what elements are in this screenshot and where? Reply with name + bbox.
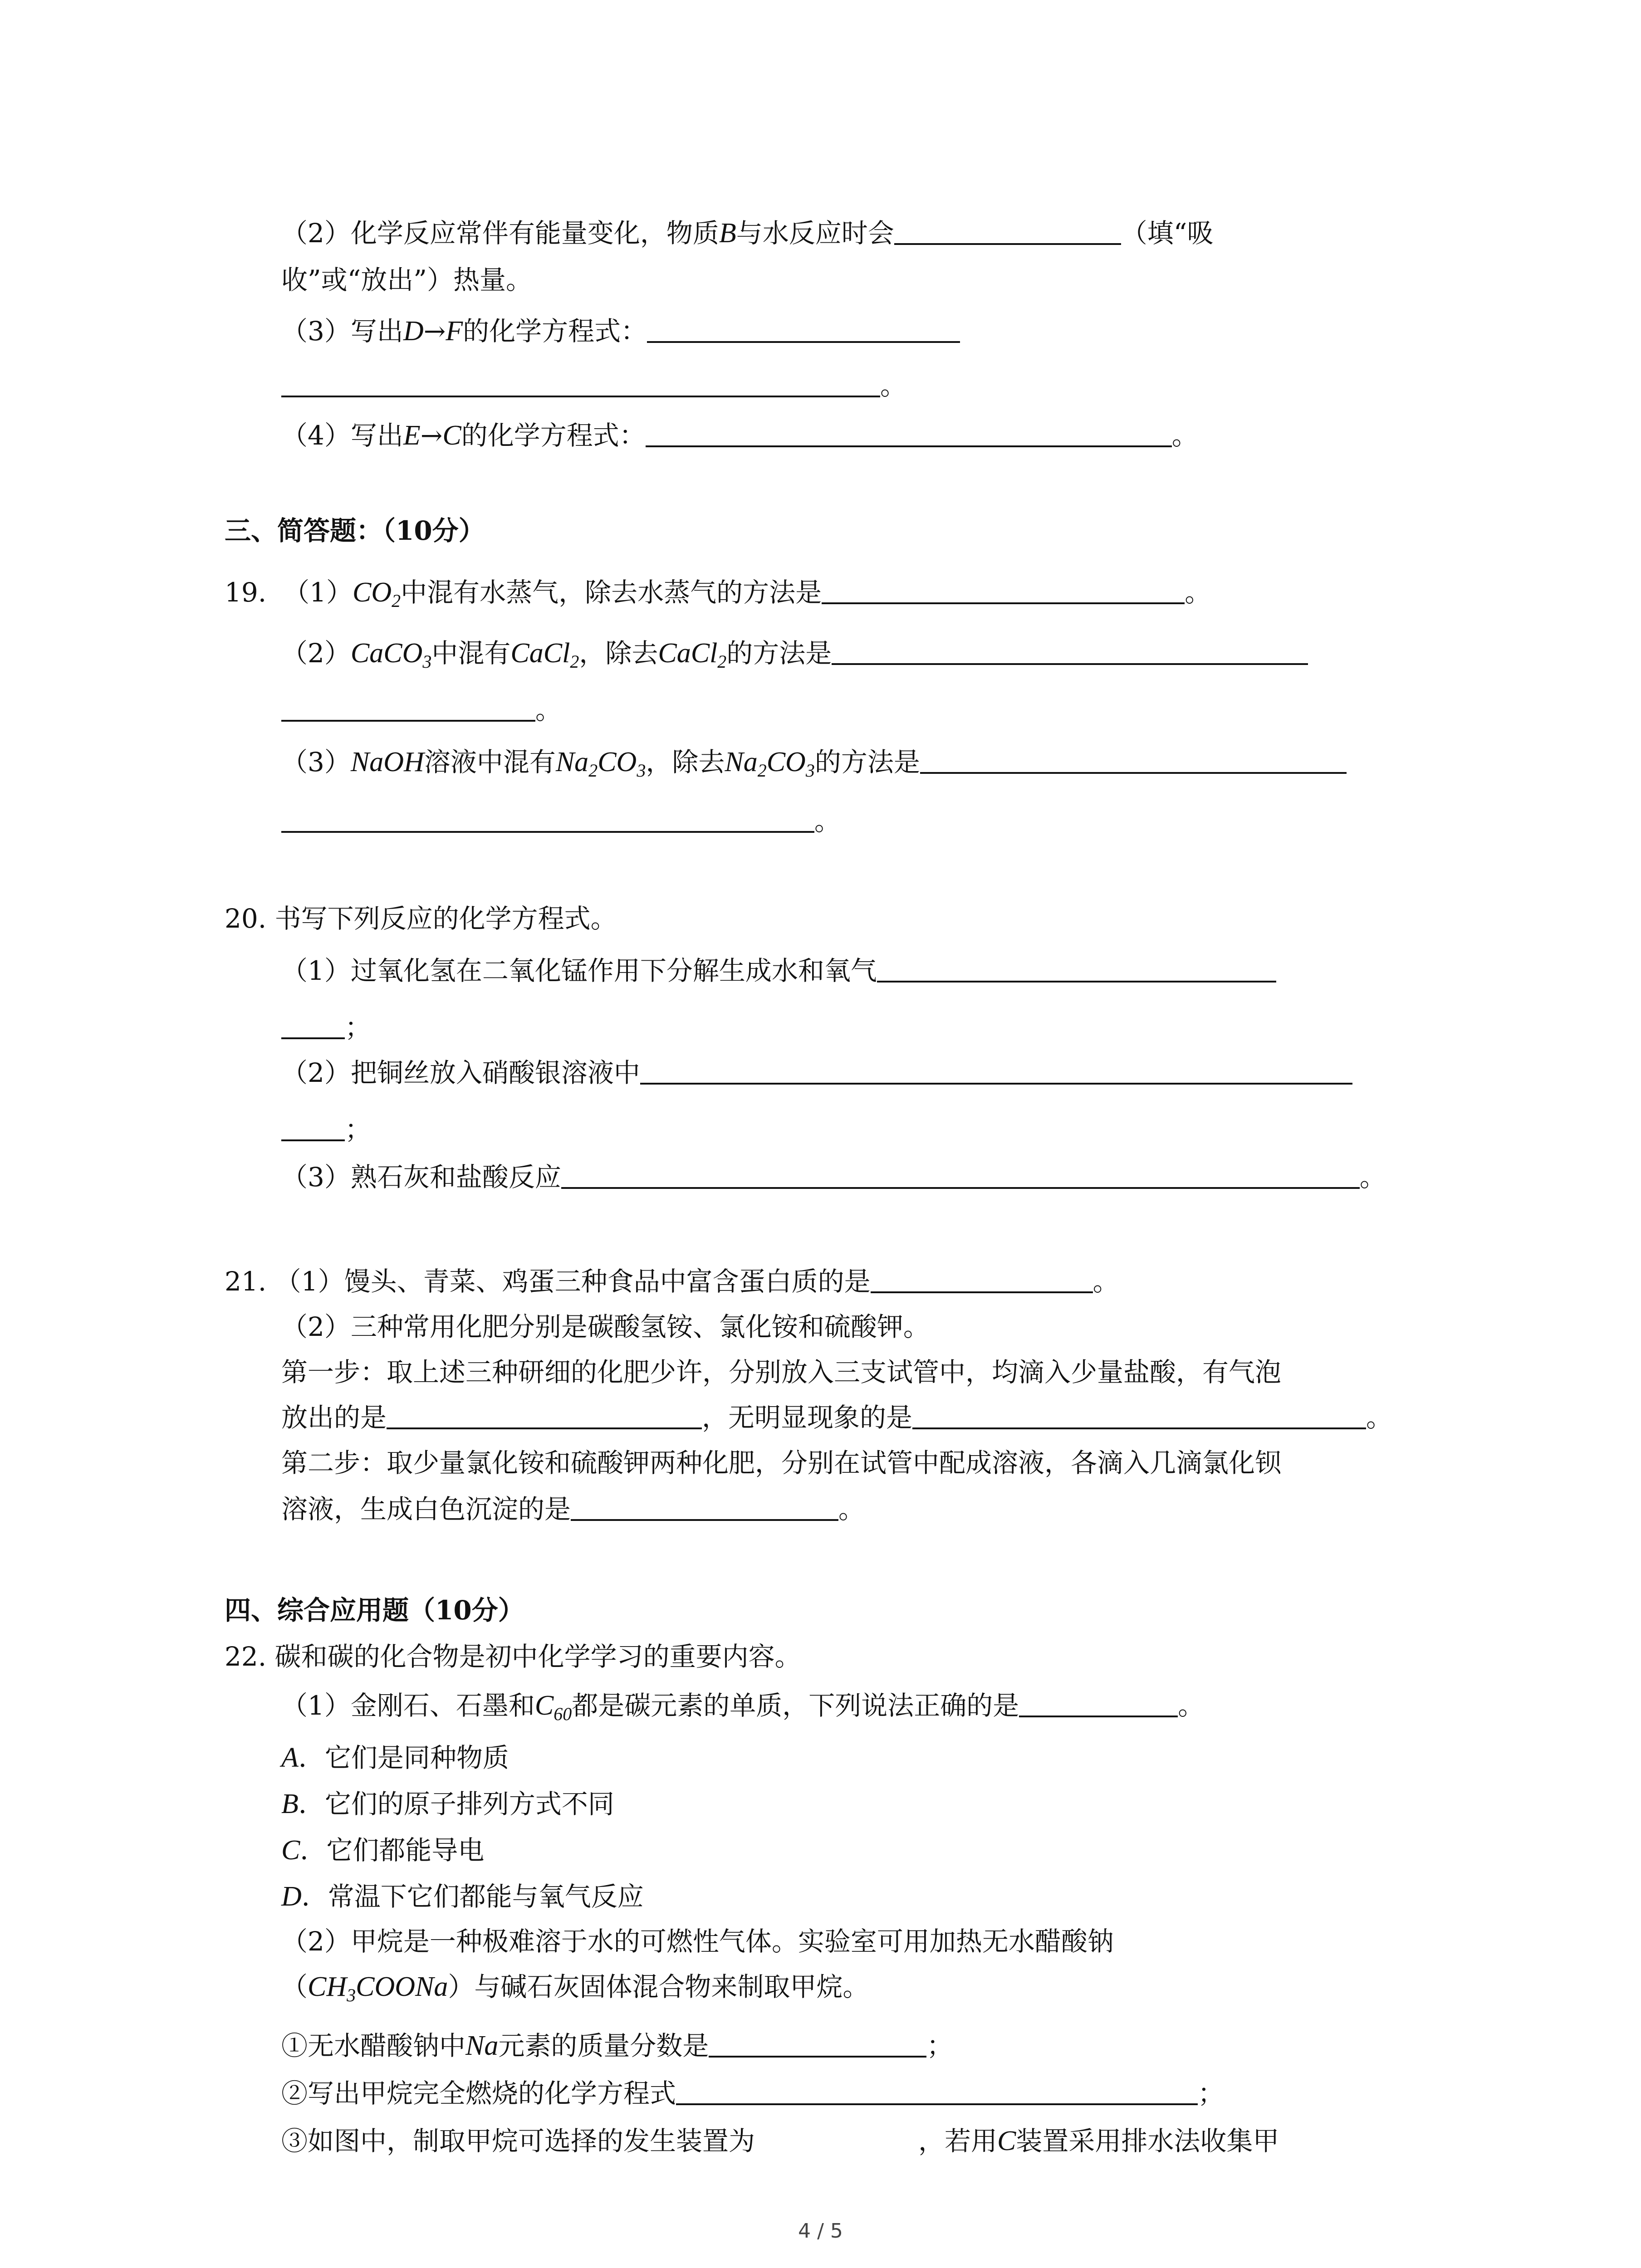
q19-part3-line — [281, 744, 1347, 789]
period: 。 — [1171, 420, 1198, 451]
option-b[interactable] — [281, 1786, 614, 1822]
q18-part2-text: 与水反应时会 — [736, 218, 894, 249]
q20-part1-cont — [281, 1009, 371, 1046]
q19-part2-label: （2） — [281, 638, 351, 669]
answer-blank[interactable] — [1019, 1689, 1178, 1717]
answer-blank[interactable] — [676, 2077, 1198, 2105]
q18-part2-hint: （填“吸 — [1121, 218, 1214, 249]
q22-sub2-text: ②写出甲烷完全燃烧的化学方程式 — [281, 2078, 676, 2109]
period: 。 — [535, 694, 562, 725]
q22-sub3-text: ，若用 — [918, 2126, 998, 2156]
q19-part1-text: 中混有水蒸气，除去水蒸气的方法是 — [401, 577, 822, 608]
answer-blank[interactable] — [640, 1056, 1352, 1085]
q18-part3-cont — [281, 367, 906, 404]
q22-part2-text: ）与碱石灰固体混合物来制取甲烷。 — [448, 1971, 869, 2002]
q22-part1-text: （1）金刚石、石墨和 — [281, 1690, 535, 1721]
q19-part3-cont — [281, 803, 841, 839]
q18-part2-cont: 收”或“放出”）热量。 — [281, 264, 532, 295]
formula-caco3: CaCO$_3$ — [350, 638, 432, 672]
q22-sub2-line — [281, 2075, 1224, 2112]
answer-blank[interactable] — [894, 217, 1121, 245]
q21-step1-text: ，无明显现象的是 — [702, 1402, 913, 1433]
option-text: ．它们都能导电 — [300, 1835, 485, 1866]
answer-blank[interactable] — [561, 1161, 1360, 1189]
formula-na: Na — [465, 2030, 499, 2061]
q18-part3-text: 的化学方程式： — [463, 316, 647, 347]
period: 。 — [1185, 577, 1211, 608]
formula-co2: $CO_2$ — [353, 577, 401, 611]
period: 。 — [1092, 1266, 1119, 1297]
formula-na2co3: $Na_2CO_3$ — [555, 747, 646, 781]
answer-blank[interactable] — [281, 805, 814, 833]
q18-part4-text: 的化学方程式： — [461, 420, 646, 451]
q21-step2-cont — [281, 1491, 865, 1527]
q20-part1-line — [281, 953, 1276, 989]
semicolon: ； — [1198, 2078, 1225, 2109]
q18-part2-line — [281, 215, 1213, 251]
paren-open: （ — [281, 1971, 308, 2002]
formula-ch3coona: $CH_3COONa$ — [308, 1971, 448, 2005]
formula-cacl2: CaCl$_2$ — [510, 638, 579, 672]
q19-part1-label: （1） — [283, 577, 353, 608]
answer-blank[interactable] — [709, 2029, 926, 2058]
period: 。 — [880, 370, 907, 401]
formula-c: C — [442, 420, 461, 451]
arrow-symbol: → — [420, 420, 443, 451]
option-a[interactable] — [281, 1740, 509, 1776]
q21-step1-line: 第一步：取上述三种研细的化肥少许，分别放入三支试管中，均滴入少量盐酸，有气泡 — [281, 1357, 1282, 1388]
answer-blank[interactable] — [571, 1493, 838, 1521]
q19-part2-line — [281, 635, 1308, 680]
q19-part2-text: ，除去 — [579, 638, 658, 669]
q21-part1-line — [225, 1263, 1119, 1300]
q20-part2-text: （2）把铜丝放入硝酸银溶液中 — [281, 1057, 640, 1088]
q19-part2-text: 中混有 — [431, 638, 511, 669]
answer-blank[interactable] — [387, 1401, 702, 1429]
answer-blank[interactable] — [877, 954, 1276, 982]
q19-part1-line — [225, 574, 1211, 619]
q18-part4-line — [281, 417, 1198, 454]
q21-step2-line: 第二步：取少量氯化铵和硫酸钾两种化肥，分别在试管中配成溶液，各滴入几滴氯化钡 — [281, 1447, 1282, 1478]
answer-blank[interactable] — [281, 1113, 345, 1141]
option-text: ．常温下它们都能与氧气反应 — [301, 1881, 644, 1912]
q20-part2-cont — [281, 1111, 371, 1148]
answer-blank[interactable] — [822, 576, 1185, 604]
arrow-symbol: → — [423, 316, 446, 347]
option-letter: A — [281, 1742, 299, 1773]
q19-part2-cont — [281, 692, 562, 728]
answer-blank[interactable] — [281, 369, 880, 397]
answer-blank[interactable] — [281, 1011, 345, 1039]
formula-b: B — [719, 218, 736, 249]
q18-part4-text: （4）写出 — [281, 420, 403, 451]
q22-sub1-text: ①无水醋酸钠中 — [281, 2030, 466, 2061]
formula-na2co3: $Na_2CO_3$ — [725, 747, 815, 781]
q22-part1-text: 都是碳元素的单质，下列说法正确的是 — [572, 1690, 1019, 1721]
semicolon: ； — [345, 1114, 372, 1145]
q22-sub3-text: 装置采用排水法收集甲 — [1016, 2126, 1279, 2156]
section-3-heading: 三、简答题：（10分） — [225, 515, 485, 546]
q20-part2-line — [281, 1055, 1352, 1091]
page-number: 4 / 5 — [798, 2219, 843, 2243]
q20-part3-line — [281, 1159, 1386, 1195]
answer-blank[interactable] — [871, 1265, 1093, 1293]
semicolon: ； — [926, 2030, 953, 2061]
option-text: ．它们是同种物质 — [298, 1742, 509, 1773]
q22-sub1-text: 元素的质量分数是 — [498, 2030, 709, 2061]
option-letter: D — [281, 1881, 302, 1912]
answer-blank[interactable] — [920, 746, 1347, 774]
q20-part3-text: （3）熟石灰和盐酸反应 — [281, 1162, 561, 1193]
q21-step1-text: 放出的是 — [281, 1402, 387, 1433]
formula-d: D — [403, 316, 424, 347]
q19-part3-text: 的方法是 — [814, 747, 920, 777]
q18-part3-line — [281, 313, 960, 349]
option-text: ．它们的原子排列方式不同 — [298, 1789, 614, 1819]
q21-part1-text: 21. （1）馒头、青菜、鸡蛋三种食品中富含蛋白质的是 — [225, 1266, 871, 1297]
q18-part3-text: （3）写出 — [281, 316, 403, 347]
q21-step2-text: 溶液，生成白色沉淀的是 — [281, 1494, 571, 1525]
q22-heading: 22. 碳和碳的化合物是初中化学学习的重要内容。 — [225, 1641, 801, 1672]
q20-part1-text: （1）过氧化氢在二氧化锰作用下分解生成水和氧气 — [281, 955, 877, 986]
q22-sub3-text: ③如图中，制取甲烷可选择的发生装置为 — [281, 2126, 755, 2156]
q19-part3-text: 溶液中混有 — [424, 747, 556, 777]
option-d[interactable] — [281, 1878, 644, 1915]
question-number: 19. — [225, 577, 267, 608]
formula-f: F — [446, 316, 463, 347]
q19-part3-text: ，除去 — [646, 747, 725, 777]
formula-c: C — [997, 2126, 1016, 2156]
option-letter: C — [281, 1835, 300, 1866]
answer-blank[interactable] — [646, 419, 1172, 447]
q22-part1-line — [281, 1687, 1204, 1732]
q19-part3-label: （3） — [281, 747, 351, 777]
semicolon: ； — [345, 1012, 372, 1043]
answer-blank[interactable] — [281, 694, 535, 722]
formula-c60: $C_{60}$ — [534, 1690, 572, 1724]
option-c[interactable] — [281, 1832, 484, 1868]
q19-part2-text: 的方法是 — [726, 638, 832, 669]
option-letter: B — [281, 1789, 299, 1819]
period: 。 — [814, 806, 841, 836]
q21-step1-cont — [281, 1399, 1392, 1436]
period: 。 — [1366, 1402, 1393, 1433]
formula-naoh: NaOH — [350, 747, 424, 777]
period: 。 — [838, 1494, 865, 1525]
q20-heading: 20. 书写下列反应的化学方程式。 — [225, 903, 617, 934]
q22-part2-line: （2）甲烷是一种极难溶于水的可燃性气体。实验室可用加热无水醋酸钠 — [281, 1926, 1114, 1957]
q22-sub3-line — [281, 2123, 1279, 2159]
answer-blank[interactable] — [647, 315, 960, 343]
period: 。 — [1178, 1690, 1205, 1721]
formula-cacl2: CaCl$_2$ — [658, 638, 727, 672]
q21-part2-line: （2）三种常用化肥分别是碳酸氢铵、氯化铵和硫酸钾。 — [281, 1311, 930, 1342]
period: 。 — [1359, 1162, 1386, 1193]
section-4-heading: 四、综合应用题（10分） — [225, 1595, 524, 1626]
answer-blank[interactable] — [912, 1401, 1366, 1429]
formula-e: E — [403, 420, 421, 451]
q22-part2-cont — [281, 1969, 869, 2014]
answer-blank[interactable] — [832, 637, 1308, 665]
q18-part2-text: （2）化学反应常伴有能量变化，物质 — [281, 218, 719, 249]
q22-sub1-line — [281, 2028, 953, 2064]
